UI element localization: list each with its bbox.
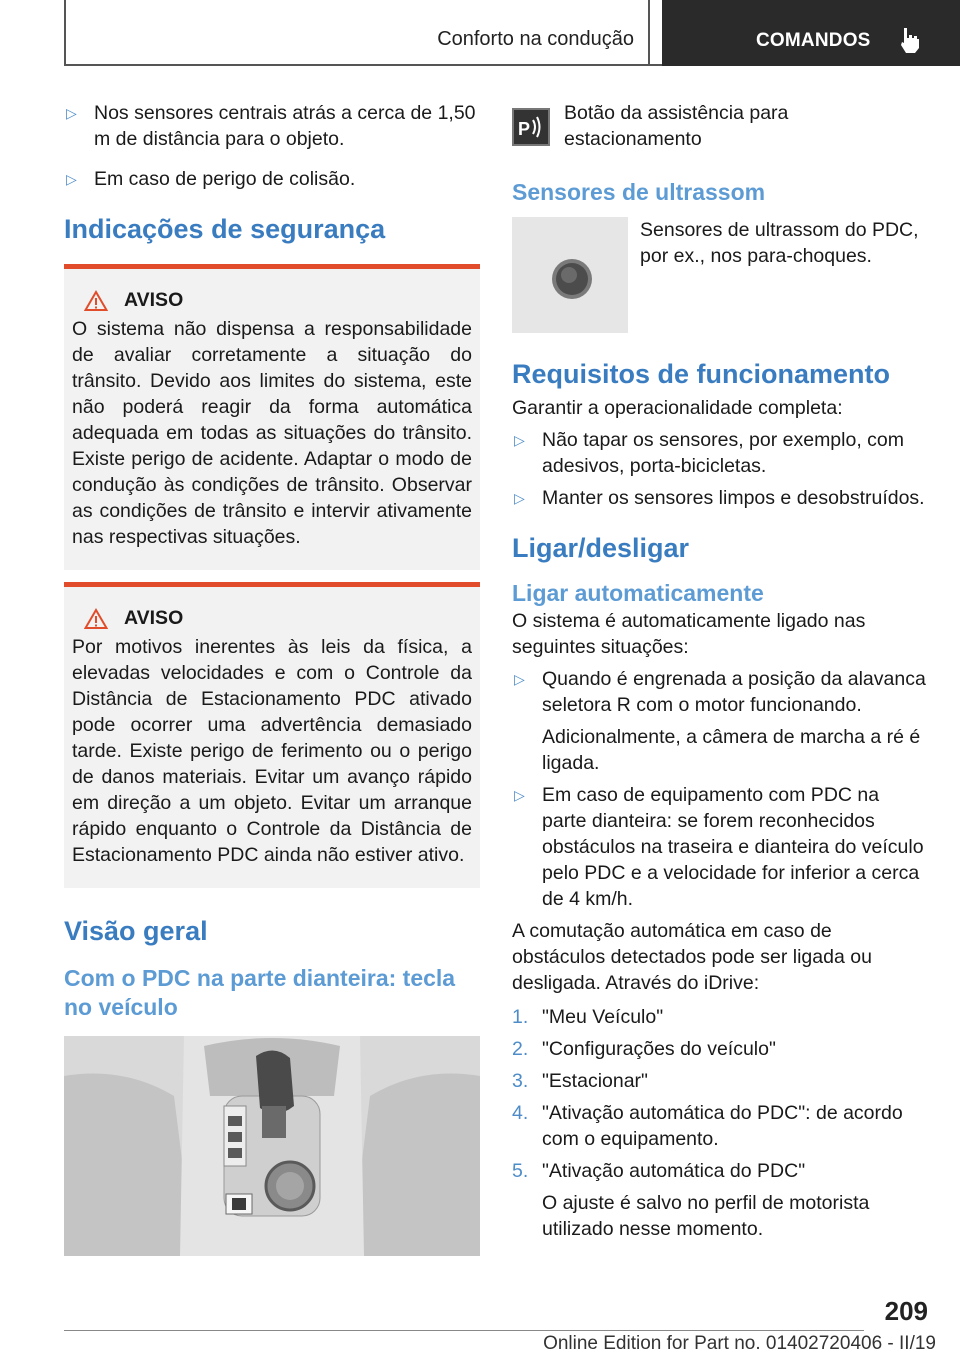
list-item: ▷ Em caso de perigo de colisão. (66, 168, 356, 190)
header-divider-middle (648, 0, 650, 66)
parking-assist-caption: Botão da assistência para estacionamento (564, 102, 789, 150)
right-column (512, 100, 928, 1248)
overview-subheading: Com o PDC na parte dianteira: tecla no veículo (64, 965, 456, 1020)
bullet-triangle-icon: ▷ (66, 105, 77, 121)
steps-list (512, 1004, 928, 1242)
header-chapter-label: COMANDOS (756, 30, 871, 51)
list-item: 5. "Ativação automática do PDC" O ajuste é salvo no perfil de motorista utilizado nesse momento. (512, 1160, 870, 1240)
requirements-list (512, 427, 928, 511)
list-item: 3. "Estacionar" (512, 1070, 648, 1092)
list-item: ▷ Não tapar os sensores, por exemplo, com adesivos, porta-bicicletas. (514, 429, 905, 477)
warning-triangle-icon (84, 608, 108, 630)
parking-assist-button-icon (512, 108, 550, 146)
auto-heading: Ligar automaticamente (512, 580, 764, 606)
auto-list (512, 666, 928, 912)
warning-box-1 (64, 264, 480, 570)
bullet-triangle-icon: ▷ (514, 671, 525, 687)
bullet-triangle-icon: ▷ (514, 787, 525, 803)
safety-heading: Indicações de segurança (64, 214, 386, 244)
list-item: 1. "Meu Veículo" (512, 1006, 664, 1028)
header-chapter-tab (662, 0, 960, 66)
ultrasound-row (512, 217, 928, 333)
onoff-heading: Ligar/desligar (512, 533, 690, 563)
switch-text: A comutação automática em caso de obstáculos detectados pode ser ligada ou desligada. Através do iDrive: (512, 920, 872, 994)
warning-box-2 (64, 582, 480, 888)
list-item: ▷ Em caso de equipamento com PDC na parte dianteira: se forem reconhecidos obstáculos na traseira e dianteira do veículo pelo PDC e a velocidade for inferior a cerca de 4 km/h. (514, 784, 924, 910)
list-item: ▷ Quando é engrenada a posição da alavanca seletora R com o motor funcionando. Adicionalmente, a câmera de marcha a ré é ligada. (514, 668, 926, 774)
center-console-illustration (64, 1036, 480, 1256)
ultrasound-caption: Sensores de ultrassom do PDC, por ex., nos para-choques. (640, 219, 919, 267)
auto-intro: O sistema é automaticamente ligado nas seguintes situações: (512, 610, 866, 658)
center-console-image (64, 1036, 480, 1256)
bullet-triangle-icon: ▷ (66, 171, 77, 187)
list-item: 2. "Configurações do veículo" (512, 1038, 776, 1060)
bullet-triangle-icon: ▷ (514, 432, 525, 448)
ultrasound-sensor-image (512, 217, 628, 333)
footer-edition: Online Edition for Part no. 01402720406 - II/19 (543, 1333, 936, 1354)
top-bullet-list (64, 100, 480, 192)
header-section-title: Conforto na condução (437, 28, 634, 50)
requirements-intro: Garantir a operacionalidade completa: (512, 397, 843, 419)
ultrasound-heading: Sensores de ultrassom (512, 179, 766, 205)
svg-text:P: P (518, 119, 531, 139)
warning-text: Por motivos inerentes às leis da física, a elevadas velocidades e com o Controle da Distância de Estacionamento PDC ativado pode ocorrer uma advertência demasiado tarde. Existe perigo de ferimento ou o perigo de danos materiais. Evitar um avanço rápido em direção a um objeto. Evitar um arranque rápido enquanto o Controle da Distância de Estacionamento PDC ainda não estiver ativo. (72, 636, 472, 866)
warning-title: AVISO (84, 607, 472, 630)
pointing-hand-icon (898, 26, 922, 54)
bullet-triangle-icon: ▷ (514, 490, 525, 506)
warning-title: AVISO (84, 289, 472, 312)
warning-text: O sistema não dispensa a responsabilidade de avaliar corretamente a situação do trânsito. Devido aos limites do sistema, este não poderá reagir da forma automática adequada em todas as situações do trânsito. Existe perigo de acidente. Adaptar o modo de condução às condições de trânsito. Observar as condições de trânsito e intervir ativamente nas respectivas situações. (72, 318, 472, 548)
overview-heading: Visão geral (64, 916, 208, 946)
left-column (64, 100, 480, 1256)
footer-rule (64, 1330, 864, 1331)
list-item: 4. "Ativação automática do PDC": de acordo com o equipamento. (512, 1102, 903, 1150)
requirements-heading: Requisitos de funcionamento (512, 359, 891, 389)
page-number: 209 (884, 1296, 928, 1326)
warning-triangle-icon (84, 290, 108, 312)
parking-assist-row (512, 100, 928, 152)
list-item: ▷ Manter os sensores limpos e desobstruídos. (514, 487, 925, 509)
list-item: ▷ Nos sensores centrais atrás a cerca de 1,50 m de distância para o objeto. (66, 102, 476, 150)
